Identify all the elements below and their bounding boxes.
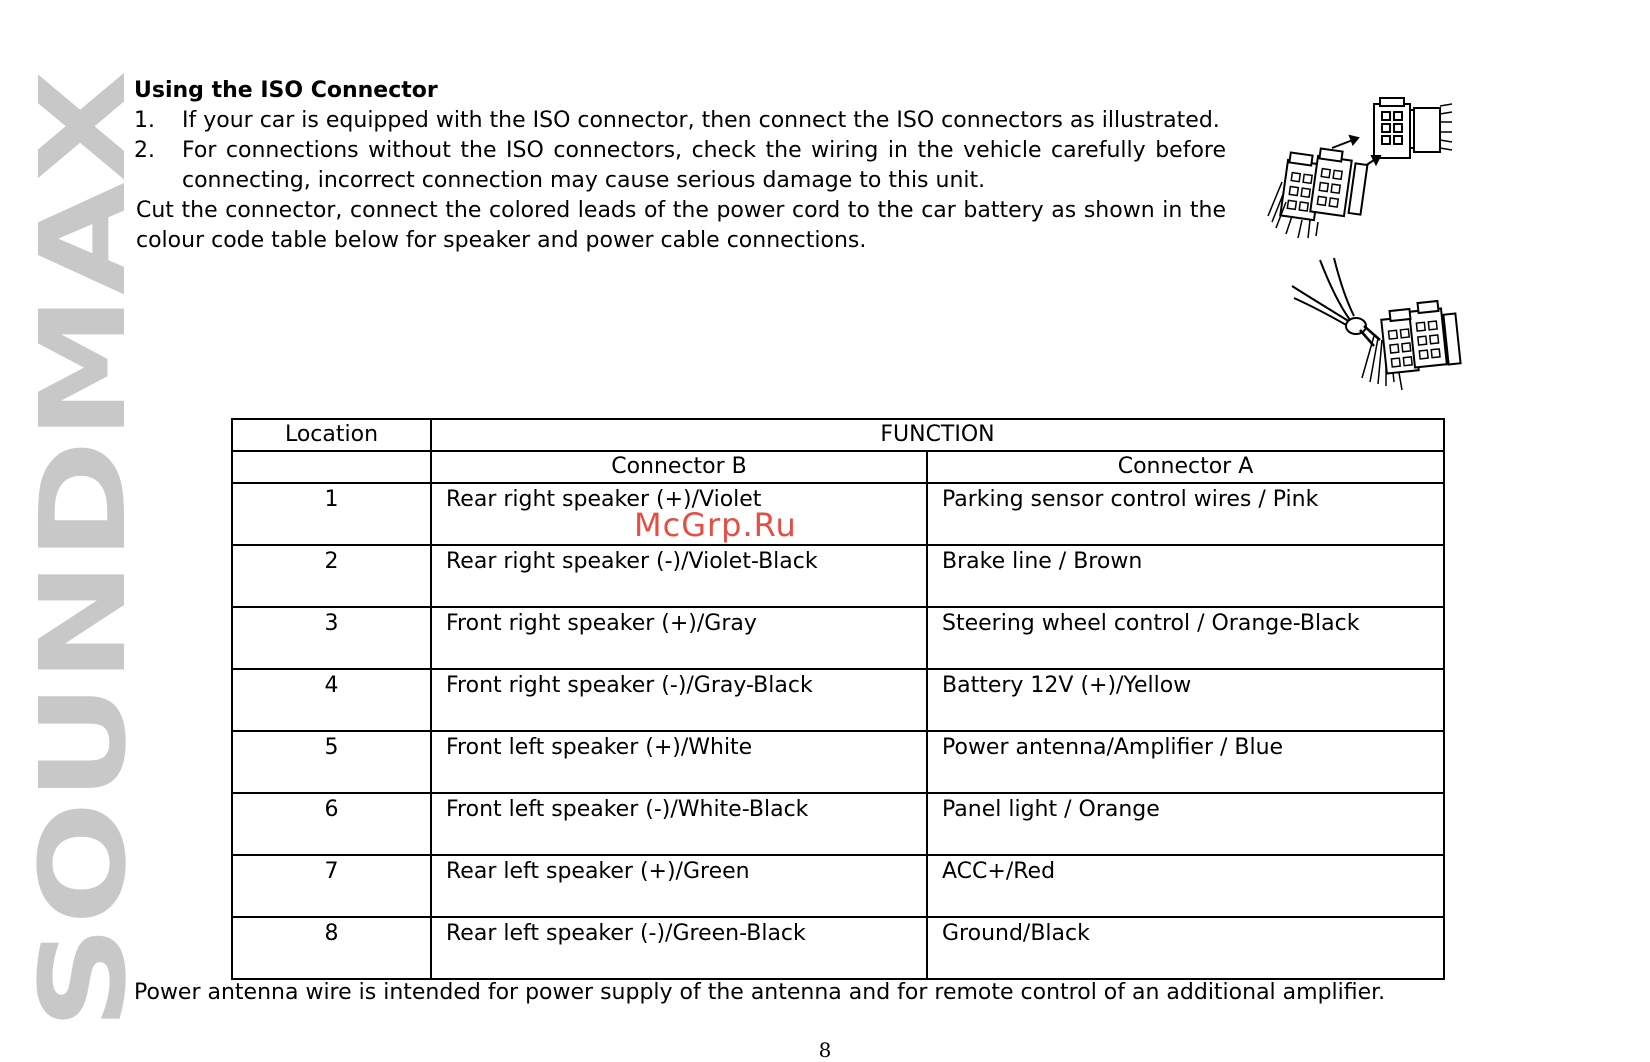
cell-connector-a: Power antenna/Amplifier / Blue (927, 731, 1444, 793)
table-header-row (232, 419, 1444, 451)
brand-wordmark (14, 60, 152, 1030)
watermark-text: McGrp.Ru (634, 506, 797, 544)
cell-connector-b: Rear right speaker (+)/Violet (431, 483, 927, 545)
cell-location: 4 (232, 669, 431, 731)
brand-name: SOUNDMAX (14, 252, 152, 1030)
step-text: If your car is equipped with the ISO connector, then connect the ISO connectors as illustrated. (182, 108, 1220, 133)
cell-location: 1 (232, 483, 431, 545)
instructions (134, 76, 1226, 256)
table-subheader-row (232, 451, 1444, 483)
table-row (232, 917, 1444, 979)
step-text: For connections without the ISO connectors, check the wiring in the vehicle carefully before connecting, incorrect connection may cause serious damage to this unit. (182, 138, 1226, 193)
table-row (232, 793, 1444, 855)
header-connector-a: Connector A (927, 451, 1444, 483)
cell-location: 7 (232, 855, 431, 917)
cell-connector-b: Rear right speaker (-)/Violet-Black (431, 545, 927, 607)
instruction-paragraph: Cut the connector, connect the colored leads of the power cord to the car battery as shown in the colour code table below for speaker and power cable connections. (136, 198, 1226, 253)
step-item (134, 106, 1226, 136)
cell-location: 3 (232, 607, 431, 669)
section-title: Using the ISO Connector (134, 78, 438, 103)
cut-connector-illustration (1290, 256, 1470, 396)
cell-connector-b: Rear left speaker (+)/Green (431, 855, 927, 917)
cell-location: 8 (232, 917, 431, 979)
footnote-text: Power antenna wire is intended for power supply of the antenna and for remote control of an additional amplifier. (134, 980, 1386, 1005)
cell-location: 6 (232, 793, 431, 855)
cell-connector-a: Ground/Black (927, 917, 1444, 979)
cell-connector-b: Front left speaker (-)/White-Black (431, 793, 927, 855)
table-row (232, 855, 1444, 917)
step-number: 2. (134, 138, 155, 163)
step-item (134, 136, 1226, 196)
cell-connector-a: ACC+/Red (927, 855, 1444, 917)
iso-connector-illustration (1262, 92, 1452, 242)
header-connector-b: Connector B (431, 451, 927, 483)
cell-connector-a: Steering wheel control / Orange-Black (927, 607, 1444, 669)
cell-connector-a: Panel light / Orange (927, 793, 1444, 855)
cell-location: 5 (232, 731, 431, 793)
page-number: 8 (818, 1038, 832, 1062)
cell-connector-a: Battery 12V (+)/Yellow (927, 669, 1444, 731)
cell-connector-b: Front right speaker (+)/Gray (431, 607, 927, 669)
cell-connector-a: Parking sensor control wires / Pink (927, 483, 1444, 545)
cell-location: 2 (232, 545, 431, 607)
table-row (232, 483, 1444, 545)
cell-connector-b: Rear left speaker (-)/Green-Black (431, 917, 927, 979)
table-row (232, 731, 1444, 793)
wiring-table (231, 418, 1445, 980)
table-row (232, 607, 1444, 669)
step-number: 1. (134, 108, 155, 133)
header-location: Location (232, 419, 431, 451)
cell-connector-a: Brake line / Brown (927, 545, 1444, 607)
cell-connector-b: Front left speaker (+)/White (431, 731, 927, 793)
header-function: FUNCTION (431, 419, 1444, 451)
header-empty (232, 451, 431, 483)
table-row (232, 545, 1444, 607)
cell-connector-b: Front right speaker (-)/Gray-Black (431, 669, 927, 731)
table-row (232, 669, 1444, 731)
